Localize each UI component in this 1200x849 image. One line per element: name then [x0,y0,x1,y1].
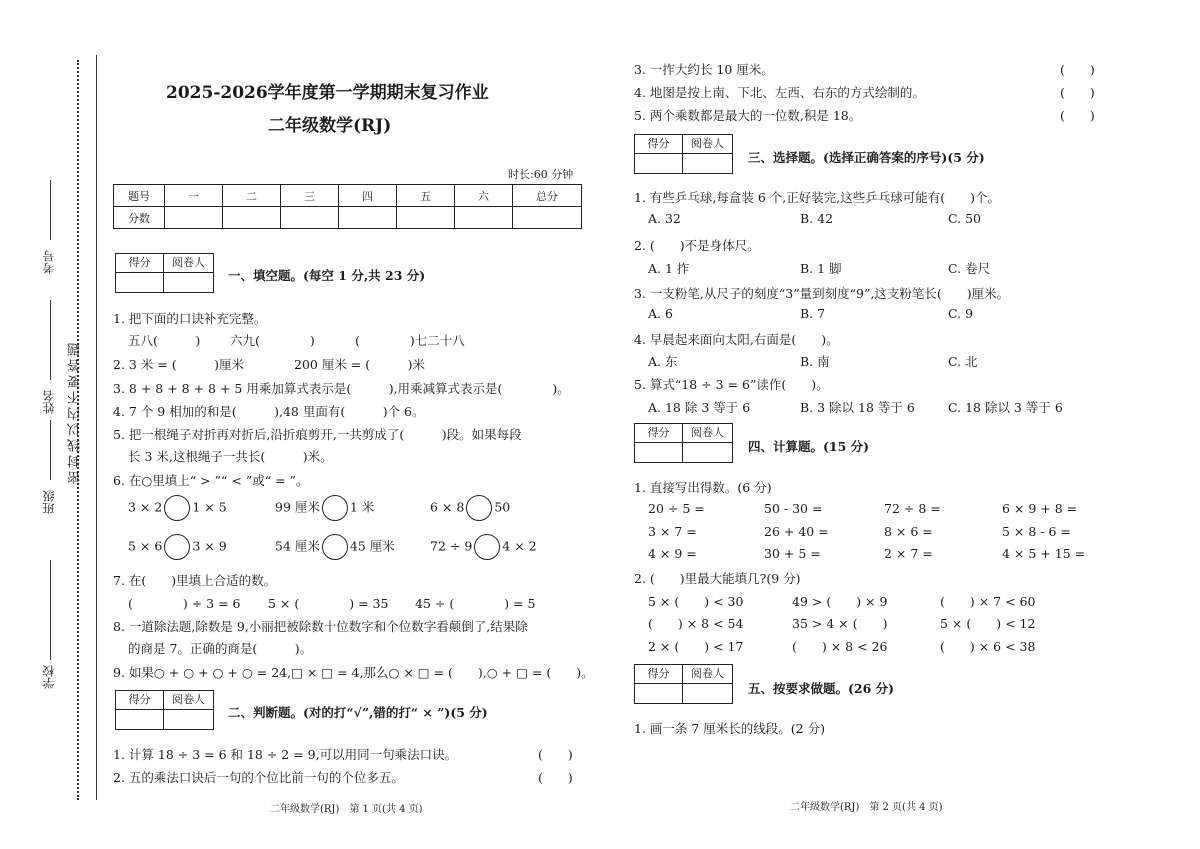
score-header-cell: 六 [455,185,513,207]
compare-left: 5 × 6 [128,538,163,554]
calc-item: 5 × 8 - 6 = [1002,524,1071,539]
section4-q2: 2. ( )里最大能填几?(9 分) [634,571,801,586]
calc-item: 6 × 9 + 8 = [1002,501,1078,516]
section1-q7: 7. 在( )里填上合适的数。 [113,573,277,588]
section2-q1: 1. 计算 18 ÷ 3 = 6 和 18 ÷ 2 = 9,可以用同一句乘法口诀。 [113,747,458,762]
grader-score-label: 得分 [635,665,683,684]
choice-a[interactable]: A. 32 [648,211,681,226]
grader-score-cell[interactable] [116,710,164,729]
grader-score-label: 得分 [116,254,164,273]
calc-item: 20 ÷ 5 = [648,501,705,516]
page-title: 2025-2026学年度第一学期期末复习作业 [166,83,489,103]
ineq-item: ( ) × 8 < 54 [648,616,744,631]
calc-item: 26 + 40 = [764,524,829,539]
section1-q4: 4. 7 个 9 相加的和是( ),48 里面有( )个 6。 [113,404,425,419]
section1-q1b: 六九( ) [230,333,315,348]
grader-reviewer-label: 阅卷人 [164,691,213,710]
grader-score-cell[interactable] [635,684,683,703]
section1-q7a: ( ) ÷ 3 = 6 [128,596,241,611]
grader-score-label: 得分 [635,424,683,443]
page-subtitle: 二年级数学(RJ) [268,116,392,136]
choice-b[interactable]: B. 3 除以 18 等于 6 [800,400,915,415]
compare-right: 50 [494,499,511,515]
grader-reviewer-label: 阅卷人 [683,424,732,443]
section2-q4: 4. 地图是按上南、下北、左西、右东的方式绘制的。 [634,85,925,100]
section3-title: 三、选择题。(选择正确答案的序号)(5 分) [748,150,985,165]
calc-item: 8 × 6 = [884,524,933,539]
section1-q1c: ( )七二十八 [355,333,465,348]
grader-box [634,664,733,704]
binding-solid-line [96,55,97,800]
choice-b[interactable]: B. 42 [800,211,834,226]
compare-right: 3 × 9 [192,538,227,554]
compare-item [275,495,374,521]
compare-circle[interactable] [322,534,348,560]
score-header-cell: 五 [397,185,455,207]
compare-right: 45 厘米 [349,538,395,554]
grader-box [634,134,733,174]
answer-paren[interactable]: ( ) [538,747,573,762]
choice-a[interactable]: A. 18 除 3 等于 6 [648,400,751,415]
score-header-cell: 题号 [114,185,165,207]
compare-right: 1 米 [349,499,375,515]
class-line [50,420,51,480]
answer-paren[interactable]: ( ) [538,770,573,785]
name-label: 姓名 [42,390,56,414]
section1-q9: 9. 如果○ + ○ + ○ + ○ = 24,□ × □ = 4,那么○ × □ = ( ),○ + □ = ( )。 [113,665,594,680]
section1-q6: 6. 在○里填上“ > ”“ < ”或“ = ”。 [113,473,309,488]
compare-right: 1 × 5 [192,499,227,515]
section1-q5a: 5. 把一根绳子对折再对折后,沿折痕剪开,一共剪成了( )段。如果每段 [113,427,522,442]
ineq-item: 5 × ( ) < 12 [940,616,1036,631]
section1-title: 一、填空题。(每空 1 分,共 23 分) [228,268,426,283]
score-input-cell[interactable] [455,207,513,229]
section4-q1: 1. 直接写出得数。(6 分) [634,480,772,495]
choice-c[interactable]: C. 9 [948,306,974,321]
answer-paren[interactable]: ( ) [1060,85,1095,100]
score-table-header-row [114,185,582,207]
calc-item: 30 + 5 = [764,546,821,561]
score-input-cell[interactable] [223,207,281,229]
section1-q7c: 45 ÷ ( ) = 5 [415,596,536,611]
footer-page2: 二年级数学(RJ) 第 2 页(共 4 页) [790,802,943,813]
grader-box [634,423,733,463]
ineq-item: ( ) × 6 < 38 [940,639,1036,654]
calc-item: 4 × 9 = [648,546,697,561]
score-table [113,184,582,229]
compare-circle[interactable] [164,495,190,521]
compare-right: 4 × 2 [502,538,537,554]
class-label: 班级 [42,490,56,514]
grader-reviewer-label: 阅卷人 [683,665,732,684]
ineq-item: 2 × ( ) < 17 [648,639,744,654]
compare-item [128,534,227,560]
score-header-cell: 四 [339,185,397,207]
duration-text: 时长:60 分钟 [508,168,574,181]
score-table-value-row [114,207,582,229]
score-input-cell[interactable] [281,207,339,229]
section5-q1: 1. 画一条 7 厘米长的线段。(2 分) [634,721,825,736]
compare-circle[interactable] [474,534,500,560]
seal-line-text: 密封线以内不要答题 [68,340,83,484]
calc-item: 50 - 30 = [764,501,823,516]
section2-q5: 5. 两个乘数都是最大的一位数,积是 18。 [634,108,862,123]
section1-q2: 2. 3 米 = ( )厘米 200 厘米 = ( )米 [113,357,426,372]
ineq-item: 49 > ( ) × 9 [792,594,888,609]
section3-question: 4. 早晨起来面向太阳,右面是( )。 [634,332,839,347]
calc-item: 2 × 7 = [884,546,933,561]
section5-title: 五、按要求做题。(26 分) [748,681,895,696]
compare-left: 3 × 2 [128,499,163,515]
choice-b[interactable]: B. 1 脚 [800,261,842,276]
section3-question: 2. ( )不是身体尺。 [634,238,760,253]
section2-title: 二、判断题。(对的打“√”,错的打“ × ”)(5 分) [228,705,488,720]
section3-question: 3. 一支粉笔,从尺子的刻度“3”量到刻度“9”,这支粉笔长( )厘米。 [634,286,1010,301]
score-input-cell[interactable] [513,207,582,229]
choice-c[interactable]: C. 北 [948,354,978,369]
answer-paren[interactable]: ( ) [1060,108,1095,123]
score-header-cell: 二 [223,185,281,207]
compare-item [430,495,510,521]
choice-c[interactable]: C. 18 除以 3 等于 6 [948,400,1063,415]
compare-circle[interactable] [466,495,492,521]
section2-q2: 2. 五的乘法口诀后一句的个位比前一句的个位多五。 [113,770,404,785]
calc-item: 72 ÷ 8 = [884,501,941,516]
footer-page1: 二年级数学(RJ) 第 1 页(共 4 页) [270,804,423,815]
compare-item [430,534,537,560]
grader-box [115,253,214,293]
school-label: 学校 [42,665,56,689]
section1-q3: 3. 8 + 8 + 8 + 8 + 5 用乘加算式表示是( ),用乘减算式表示是( )。 [113,381,570,396]
section1-q5b: 长 3 米,这根绳子一共长( )米。 [128,449,333,464]
section3-question: 5. 算式“18 ÷ 3 = 6”读作( )。 [634,377,829,392]
calc-item: 4 × 5 + 15 = [1002,546,1086,561]
compare-left: 99 厘米 [275,499,320,515]
choice-b[interactable]: B. 南 [800,354,830,369]
score-row-label: 分数 [114,207,165,229]
section4-title: 四、计算题。(15 分) [748,439,870,454]
compare-circle[interactable] [322,495,348,521]
grader-score-label: 得分 [635,135,683,154]
grader-score-cell[interactable] [635,154,683,173]
choice-a[interactable]: A. 1 拃 [648,261,690,276]
score-input-cell[interactable] [165,207,223,229]
section1-q1a: 五八( ) [128,333,201,348]
compare-left: 6 × 8 [430,499,465,515]
answer-paren[interactable]: ( ) [1060,62,1095,77]
school-line [50,560,51,660]
choice-c[interactable]: C. 50 [948,211,981,226]
grader-reviewer-label: 阅卷人 [683,135,732,154]
compare-item [275,534,395,560]
compare-left: 72 ÷ 9 [430,538,473,554]
score-input-cell[interactable] [339,207,397,229]
exam-no-line [50,180,51,240]
section2-q3: 3. 一拃大约长 10 厘米。 [634,62,774,77]
ineq-item: ( ) × 7 < 60 [940,594,1036,609]
compare-left: 54 厘米 [275,538,320,554]
score-header-cell: 一 [165,185,223,207]
ineq-item: ( ) × 8 < 26 [792,639,888,654]
grader-score-cell[interactable] [635,443,683,462]
exam-no-label: 考号 [42,250,56,274]
grader-score-label: 得分 [116,691,164,710]
choice-a[interactable]: A. 东 [648,354,678,369]
choice-b[interactable]: B. 7 [800,306,826,321]
section1-q1: 1. 把下面的口诀补充完整。 [113,311,267,326]
choice-a[interactable]: A. 6 [648,306,673,321]
grader-reviewer-label: 阅卷人 [164,254,213,273]
grader-score-cell[interactable] [116,273,164,292]
section1-q7b: 5 × ( ) = 35 [268,596,389,611]
grader-box [115,690,214,730]
compare-item [128,495,227,521]
score-input-cell[interactable] [397,207,455,229]
section3-question: 1. 有些乒乓球,每盒装 6 个,正好装完,这些乒乓球可能有( )个。 [634,190,1000,205]
choice-c[interactable]: C. 卷尺 [948,261,991,276]
name-line [50,300,51,380]
calc-item: 3 × 7 = [648,524,697,539]
ineq-item: 35 > 4 × ( ) [792,616,888,631]
compare-circle[interactable] [164,534,190,560]
score-header-cell: 总分 [513,185,582,207]
section1-q8a: 8. 一道除法题,除数是 9,小丽把被除数十位数字和个位数字看颠倒了,结果除 [113,619,528,634]
score-header-cell: 三 [281,185,339,207]
section1-q8b: 的商是 7。正确的商是( )。 [128,641,313,656]
ineq-item: 5 × ( ) < 30 [648,594,744,609]
